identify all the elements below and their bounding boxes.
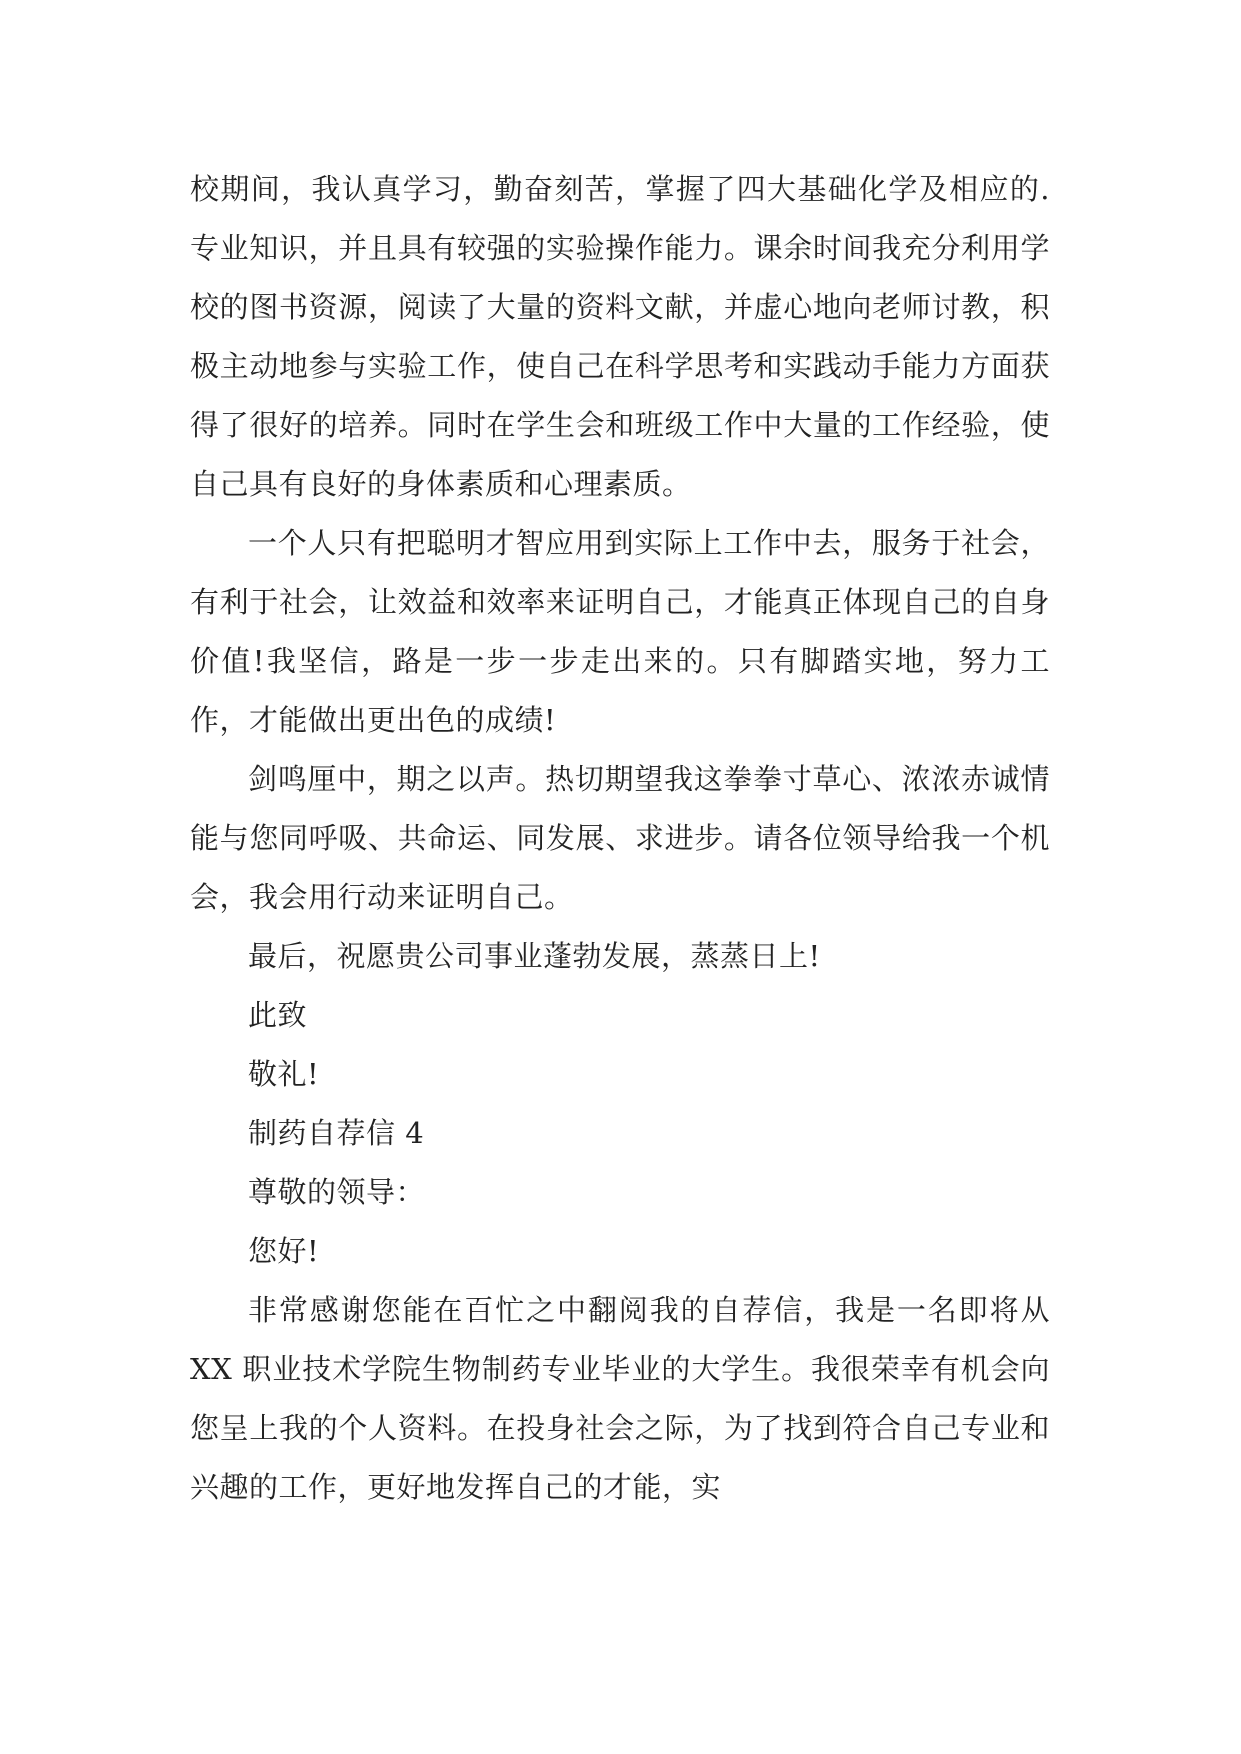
closing-jingli: 敬礼! (248, 1057, 320, 1091)
paragraph-intro: 非常感谢您能在百忙之中翻阅我的自荐信，我是一名即将从 XX 职业技术学院生物制药专业毕业的大学生。我很荣幸有机会向您呈上我的个人资料。在投身社会之际，为了找到符合自己专业和兴趣的工作，更好地发挥自己的才能，实 (190, 1293, 1050, 1504)
closing-cizhi: 此致 (248, 998, 308, 1032)
paragraph-hope: 剑鸣厘中，期之以声。热切期望我这拳拳寸草心、浓浓赤诚情能与您同呼吸、共命运、同发展、求进步。请各位领导给我一个机会，我会用行动来证明自己。 (190, 762, 1050, 914)
document-body (190, 160, 1050, 1517)
paragraph-value: 一个人只有把聪明才智应用到实际上工作中去，服务于社会，有利于社会，让效益和效率来证明自己，才能真正体现自己的自身价值!我坚信，路是一步一步走出来的。只有脚踏实地，努力工作，才能做出更出色的成绩! (190, 526, 1050, 737)
paragraph-study: 校期间，我认真学习，勤奋刻苦，掌握了四大基础化学及相应的.专业知识，并且具有较强的实验操作能力。课余时间我充分利用学校的图书资源，阅读了大量的资料文献，并虚心地向老师讨教，积极主动地参与实验工作，使自己在科学思考和实践动手能力方面获得了很好的培养。同时在学生会和班级工作中大量的工作经验，使自己具有良好的身体素质和心理素质。 (190, 172, 1050, 501)
greeting: 您好! (248, 1234, 320, 1268)
salutation: 尊敬的领导： (248, 1175, 426, 1209)
closing-wish: 最后，祝愿贵公司事业蓬勃发展，蒸蒸日上! (248, 939, 821, 973)
section-title: 制药自荐信 4 (248, 1116, 425, 1150)
